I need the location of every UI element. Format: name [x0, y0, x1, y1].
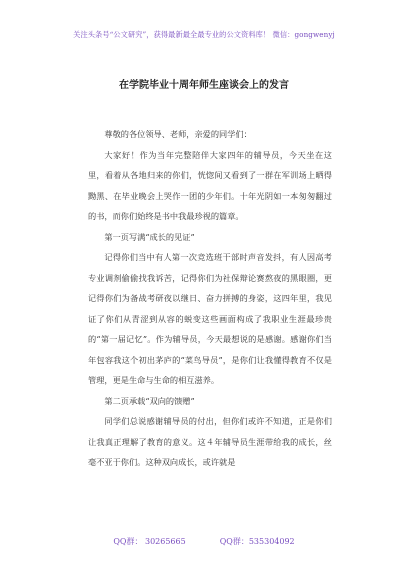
section-heading: 第二页承载“双向的馈赠”	[104, 395, 195, 406]
footer-qq-group-2: QQ群：535304092	[219, 537, 295, 546]
section-heading: 第一页写满“成长的见证”	[104, 231, 195, 242]
header-promo-note: 关注头条号“公文研究”，获得最新最全最专业的公文资料库！ 微信：gongwenyj	[73, 30, 335, 39]
document-body	[88, 124, 332, 473]
salutation-paragraph: 尊敬的各位领导、老师，亲爱的同学们：	[104, 129, 252, 139]
footer-qq-group-1: QQ群： 30265665	[113, 537, 186, 546]
body-paragraph: 同学们总说感谢辅导员的付出，但你们或许不知道，正是你们让我真正理解了教育的意义。这４年辅导员生涯带给我的成长，丝毫不亚于你们。这种双向成长，或许就是	[88, 416, 332, 467]
body-paragraph: 记得你们当中有人第一次竞选班干部时声音发抖，有人因高考专业调剂偷偷找我诉苦，记得你们为社保辩论赛熬夜的黑眼圈，更记得你们为备战考研夜以继日、奋力拼搏的身姿，这四年里，我见证了你们从青涩到从容的蜕变这些画面构成了我职业生涯最珍贵的“第一届记忆”。作为辅导员，今天最想说的是感谢。感谢你们当年包容我这个初出茅庐的“菜鸟导员”，是你们让我懂得教育不仅是管理，更是生命与生命的相互滋养。	[88, 252, 332, 385]
body-paragraph: 大家好！作为当年完整陪伴大家四年的辅导员，今天坐在这里，看着从各地归来的你们，恍惚间又看到了一群在军训场上晒得黝黑、在毕业晚会上哭作一团的少年们。十年光阴如一本匆匆翻过的书，而你们始终是书中我最珍视的篇章。	[88, 149, 332, 221]
document-title: 在学院毕业十周年师生座谈会上的发言	[119, 80, 289, 91]
footer-qq-groups	[0, 536, 408, 547]
